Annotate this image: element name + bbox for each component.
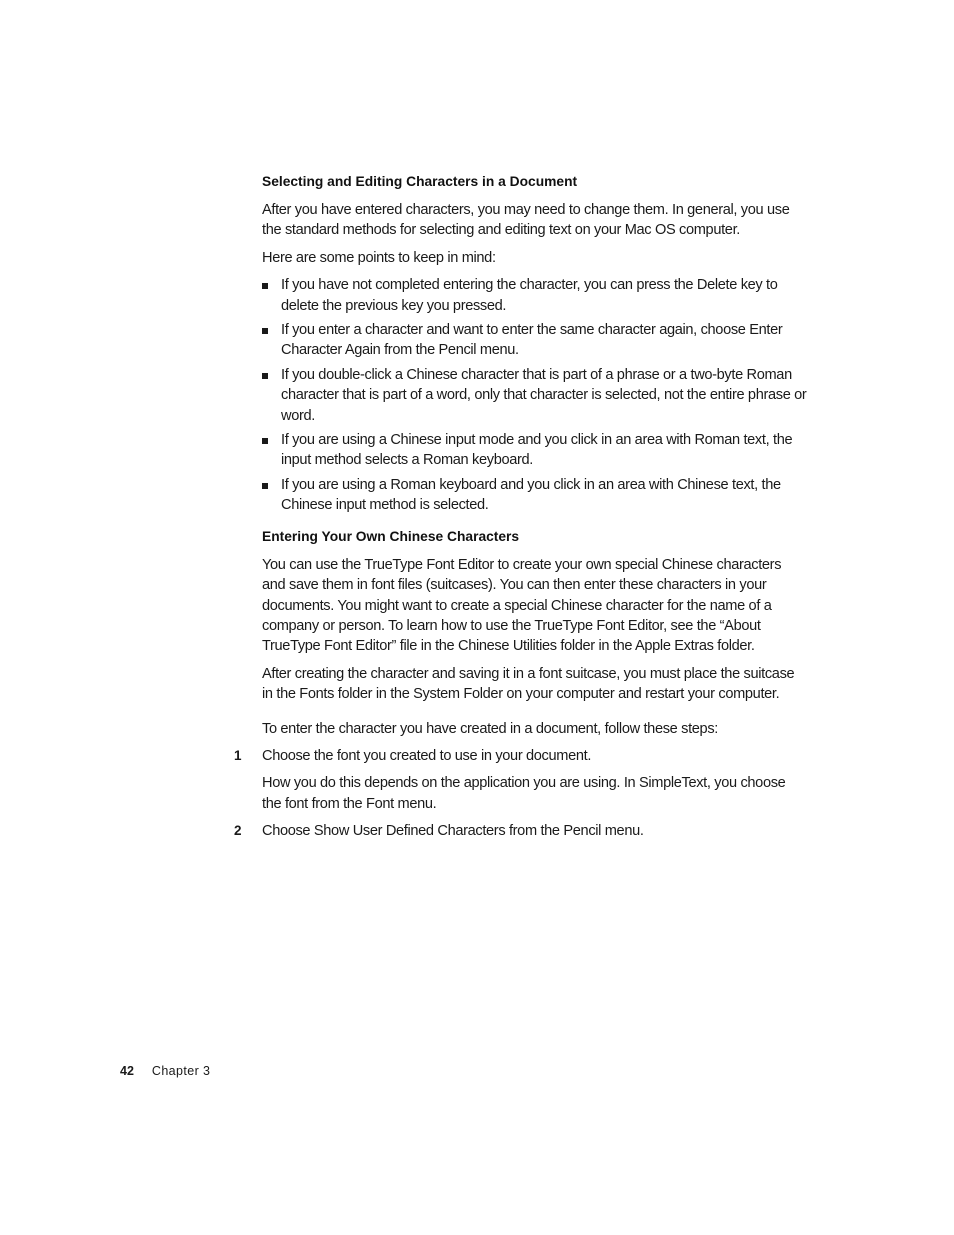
page-footer [120, 1063, 210, 1079]
bullet-icon [262, 483, 268, 489]
bullet-icon [262, 328, 268, 334]
bullet-text: If you enter a character and want to enter the same character again, choose Enter Character Again from the Pencil menu. [281, 322, 783, 359]
points-lead: Here are some points to keep in mind: [262, 249, 496, 266]
page-content [234, 173, 807, 849]
step-item [234, 746, 807, 814]
list-item [262, 275, 807, 316]
bullet-icon [262, 373, 268, 379]
intro-paragraph: After you have entered characters, you may need to change them. In general, you use the standard methods for selecting and editing text on your Mac OS computer. [262, 202, 790, 239]
chapter-label: Chapter 3 [151, 1064, 211, 1078]
list-item [262, 365, 807, 426]
paragraph: After creating the character and saving it in a font suitcase, you must place the suitcase in the Fonts folder in the System Folder on your computer and restart your computer. [262, 665, 795, 703]
bullet-text: If you double-click a Chinese character that is part of a phrase or a two-byte Roman character that is part of a word, only that character is selected, not the entire phrase or word. [281, 366, 807, 424]
list-item [262, 320, 807, 361]
bullet-icon [262, 438, 268, 444]
page-number: 42 [120, 1064, 134, 1078]
step-detail: How you do this depends on the application you are using. In SimpleText, you choose the font from the Font menu. [262, 775, 786, 812]
paragraph: You can use the TrueType Font Editor to create your own special Chinese characters and save them in font files (suitcases). You can then enter these characters in your documents. You might want to create a special Chinese character for the name of a company or person. To learn how to use the TrueType Font Editor, see the “About TrueType Font Editor” file in the Chinese Utilities folder in the Apple Extras folder. [262, 556, 782, 655]
steps-lead: To enter the character you have created in a document, follow these steps: [262, 720, 718, 737]
bullet-text: If you have not completed entering the character, you can press the Delete key to delete the previous key you pressed. [281, 277, 778, 314]
bullet-list [262, 275, 807, 515]
bullet-text: If you are using a Chinese input mode and you click in an area with Roman text, the input method selects a Roman keyboard. [281, 432, 793, 469]
steps-list [234, 746, 807, 842]
step-number: 2 [234, 823, 242, 839]
section-own-chinese-characters [234, 528, 807, 842]
list-item [262, 475, 807, 516]
section-heading: Entering Your Own Chinese Characters [262, 528, 520, 544]
bullet-text: If you are using a Roman keyboard and you click in an area with Chinese text, the Chinese input method is selected. [281, 476, 781, 514]
step-text: Choose Show User Defined Characters from the Pencil menu. [262, 823, 644, 840]
section-selecting-editing [262, 173, 807, 516]
step-item [234, 821, 807, 841]
section-heading: Selecting and Editing Characters in a Document [262, 174, 578, 189]
list-item [262, 430, 807, 471]
bullet-icon [262, 283, 268, 289]
step-number: 1 [234, 747, 242, 763]
step-text: Choose the font you created to use in your document. [262, 747, 592, 764]
